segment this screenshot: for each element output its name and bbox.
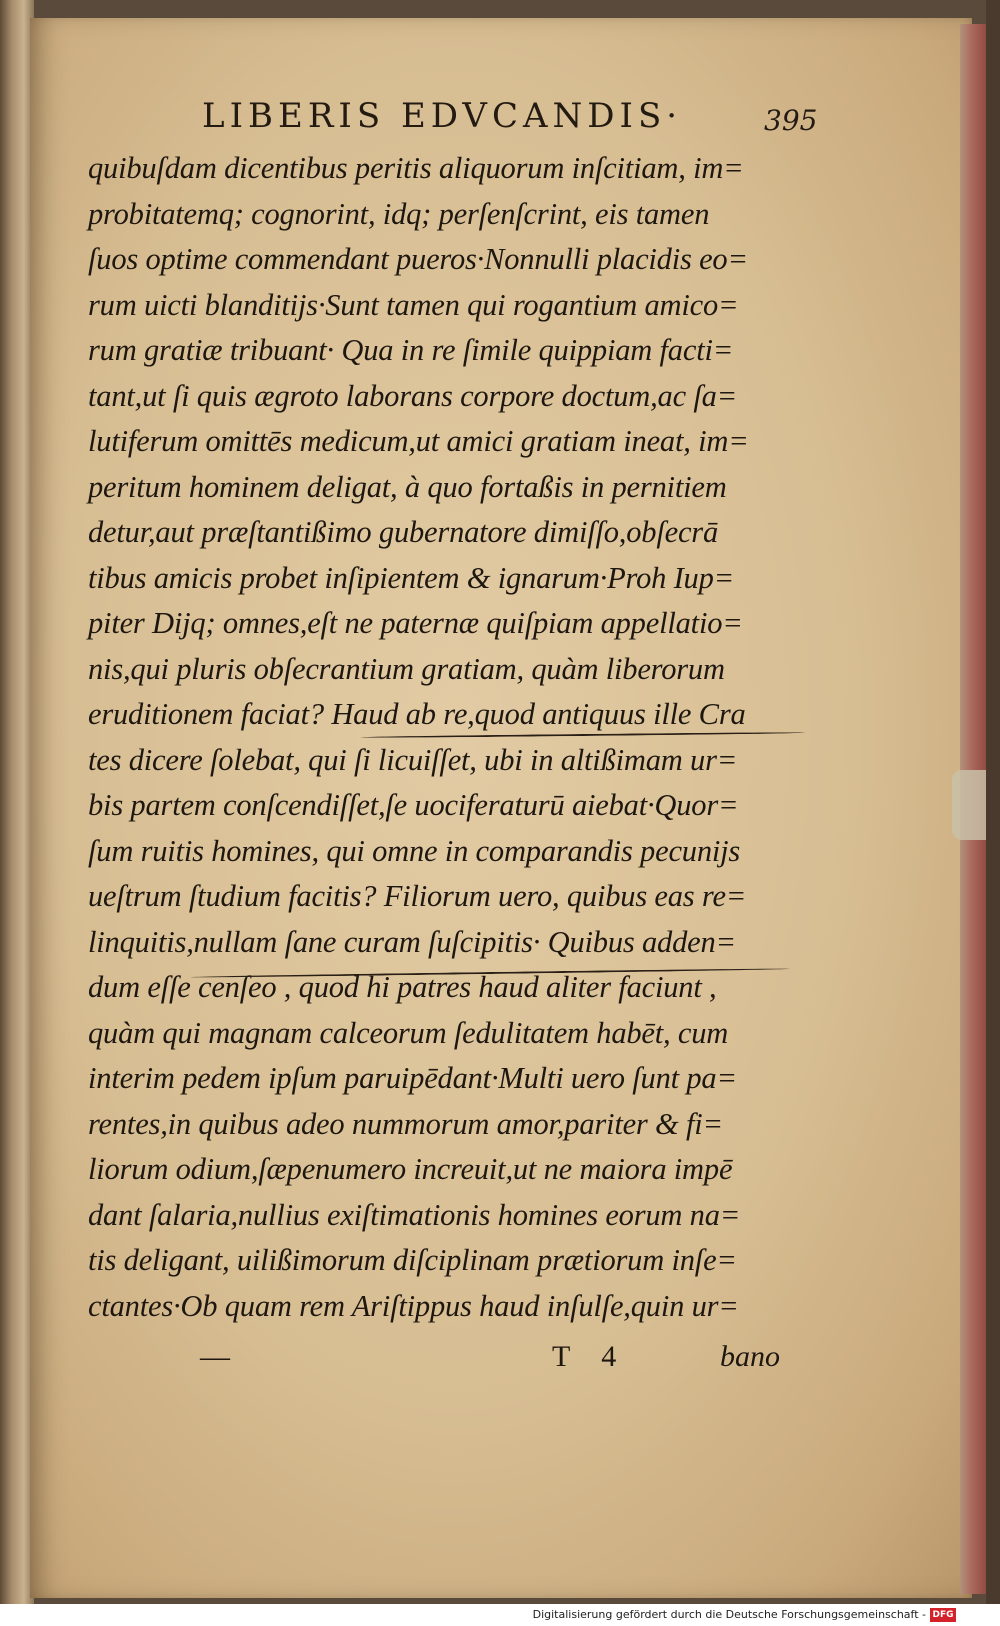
text-line: detur,aut præſtantißimo gubernatore dimiſſo,obſecrā [88, 515, 719, 549]
footer-credit: Digitalisierung gefördert durch die Deutsche Forschungsgemeinschaft - [532, 1608, 926, 1621]
text-line: rentes,in quibus adeo nummorum amor,pariter & fi= [88, 1106, 723, 1141]
page-header [202, 96, 852, 146]
text-line: piter Dijq; omnes,eſt ne paternæ quiſpiam appellatio= [88, 606, 743, 640]
text-line: rum uicti blanditijs·Sunt tamen qui rogantium amico= [88, 287, 739, 322]
text-line: interim pedem ipſum paruipēdant·Multi uero ſunt pa= [88, 1061, 737, 1095]
text-line: peritum hominem deligat, à quo fortaßis in pernitiem [88, 469, 727, 504]
text-line: lutiferum omittēs medicum,ut amici gratiam ineat, im= [88, 424, 749, 458]
catchline [200, 1340, 820, 1384]
previous-page-edge [0, 0, 34, 1604]
text-line: ctantes·Ob quam rem Ariſtippus haud inſulſe,quin ur= [88, 1288, 739, 1323]
catchline-dash: — [200, 1340, 230, 1373]
text-line: tant,ut ſi quis ægroto laborans corpore doctum,ac ſa= [88, 378, 738, 413]
text-line: quàm qui magnam calceorum ſedulitatem habēt, cum [88, 1015, 729, 1050]
running-title: LIBERIS EDVCANDIS· [202, 96, 683, 136]
text-line: tes dicere ſolebat, qui ſi licuiſſet, ubi in altißimam ur= [88, 742, 738, 777]
page-number: 395 [764, 104, 818, 137]
digitization-footer [0, 1604, 1000, 1626]
signature-mark: T 4 [552, 1340, 629, 1373]
page-tab-marker [952, 770, 986, 840]
text-line: rum gratiæ tribuant· Qua in re ſimile quippiam facti= [88, 333, 734, 367]
dfg-logo: DFG [930, 1608, 956, 1622]
text-line: eruditionem faciat? Haud ab re,quod antiquus ille Cra [88, 697, 746, 731]
body-text [88, 146, 828, 1329]
text-line: dum eſſe cenſeo , quod hi patres haud aliter faciunt , [88, 970, 717, 1004]
text-line: bis partem conſcendiſſet,ſe uociferaturū aiebat·Quor= [88, 788, 739, 822]
book-page [30, 18, 972, 1598]
text-line: quibuſdam dicentibus peritis aliquorum inſcitiam, im= [88, 151, 744, 185]
text-line: nis,qui pluris obſecrantium gratiam, quàm liberorum [88, 651, 725, 686]
text-line: dant ſalaria,nullius exiſtimationis homines eorum na= [88, 1197, 741, 1232]
text-line: ſum ruitis homines, qui omne in comparandis pecunijs [88, 833, 741, 868]
text-line: tis deligant, uilißimorum diſciplinam prætiorum inſe= [88, 1243, 737, 1277]
text-line: probitatemq; cognorint, idq; perſenſcrint, eis tamen [88, 196, 710, 231]
text-line: tibus amicis probet inſipientem & ignarum·Proh Iup= [88, 560, 735, 595]
text-line: ſuos optime commendant pueros·Nonnulli placidis eo= [88, 242, 748, 276]
scan-background-right [986, 0, 1000, 1604]
text-line: ueſtrum ſtudium facitis? Filiorum uero, quibus eas re= [88, 879, 747, 913]
text-line: liorum odium,ſæpenumero increuit,ut ne maiora impē [88, 1152, 733, 1186]
text-line: linquitis,nullam ſane curam ſuſcipitis· Quibus adden= [88, 924, 736, 959]
catchword: bano [720, 1340, 780, 1373]
